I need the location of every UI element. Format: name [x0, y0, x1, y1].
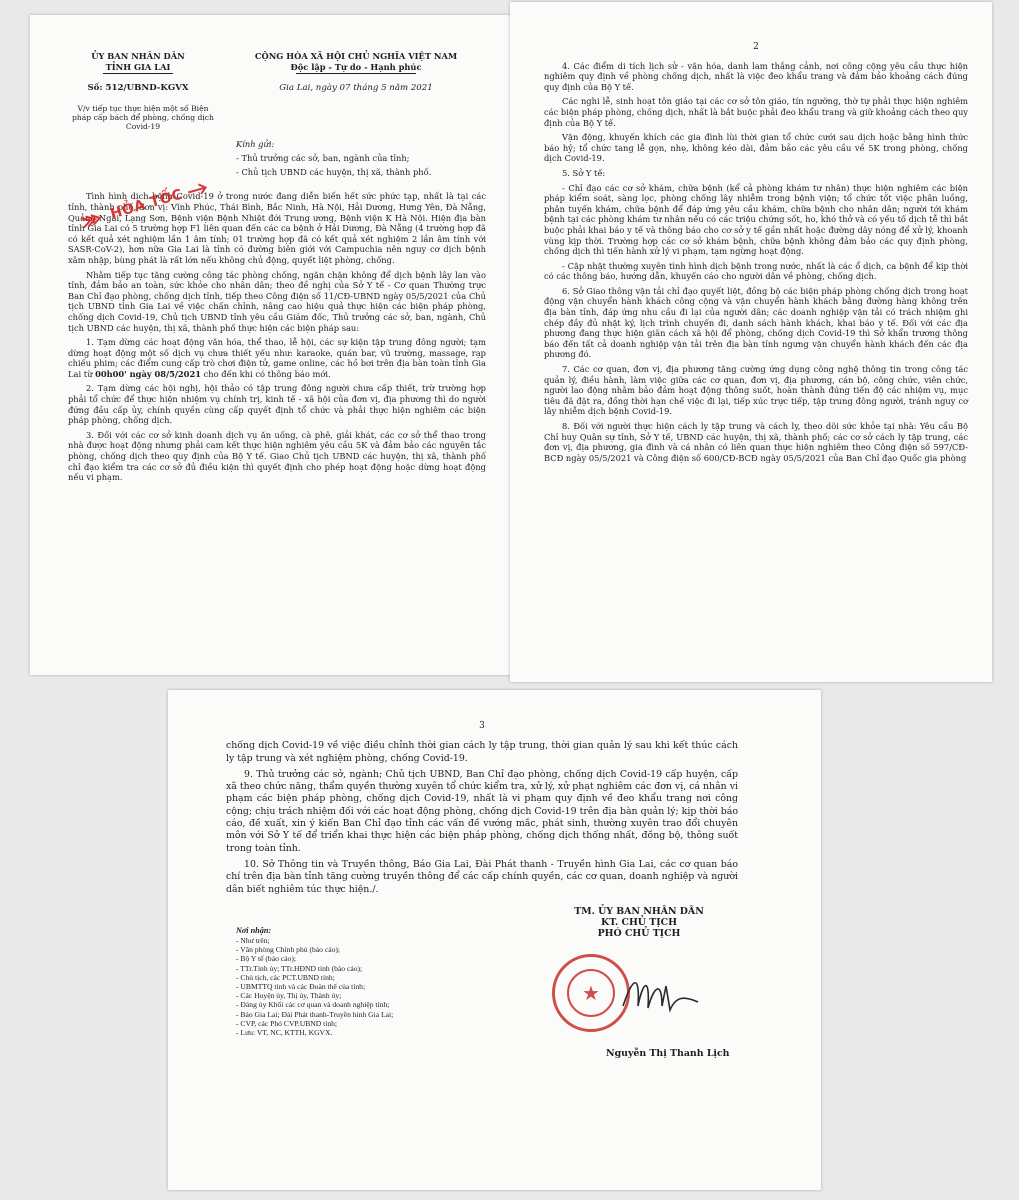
document-page-2 — [510, 2, 992, 682]
page-2-content — [544, 42, 968, 467]
signature-block — [226, 906, 738, 1081]
signer-name: Nguyễn Thị Thanh Lịch — [606, 1047, 730, 1059]
item-5-a: - Chỉ đạo các cơ sở khám, chữa bệnh (kể cả phòng khám tư nhân) thực hiện nghiêm các biện pháp kiểm soát, sàng lọc, phòng chống lây nhiễm trong bệnh viện; tổ chức tốt việc phân luồng, phân tuyến khám, chữa bệnh để đáp ứng yêu cầu khám, chữa bệnh cho nhân dân; người tới khám bệnh tại các phòng khám tư nhân nếu có các triệu chứng sốt, ho, khó thở và có yếu tố dịch tễ thì bắt buộc phải khai báo y tế và thông báo cho cơ sở y tế gần nhất hoặc đường dây nóng để xử lý, khoanh vùng kịp thời. Trường hợp các cơ sở khám bệnh, chữa bệnh không đảm bảo các quy định phòng, chống dịch thì tiến hành xử lý vi phạm, tạm ngừng hoạt động. — [544, 182, 968, 257]
signatory-line-3: PHÓ CHỦ TỊCH — [597, 927, 681, 939]
item-1-tail: cho đến khi có thông báo mới. — [201, 368, 331, 379]
recipient-item: - Lưu: VT, NC, KTTH, KGVX. — [236, 1028, 333, 1038]
item-2: 2. Tạm dừng các hội nghị, hội thảo có tập trung đông người chưa cấp thiết, trừ trường hợp phải tổ chức để thực hiện nhiệm vụ chính trị, kinh tế - xã hội của đơn vị, địa phương thì do người đứng đầu cấp ủy, chính quyền cùng cấp quyết định tổ chức và phải thực hiện nghiêm các biện pháp phòng, chống dịch. — [68, 383, 486, 426]
item-5-heading: 5. Sở Y tế: — [562, 167, 606, 178]
item-5-b: - Cập nhật thường xuyên tình hình dịch bệnh trong nước, nhất là các ổ dịch, ca bệnh để kịp thời có các thông báo, hướng dẫn, khuyến cáo cho người dân về phòng, chống dịch. — [544, 260, 968, 282]
national-motto — [226, 51, 486, 77]
page-number: 2 — [753, 42, 759, 52]
agency-underline — [103, 73, 173, 74]
signatory-line-2: KT. CHỦ TỊCH — [601, 916, 677, 928]
item-4: 4. Các điểm di tích lịch sử - văn hóa, danh lam thắng cảnh, nơi công cộng yêu cầu thực hiện nghiêm quy định về phòng chống dịch, nhất là việc đeo khẩu trang và đảm bảo khoảng cách đúng quy định của Bộ Y tế. — [544, 60, 968, 92]
recipient-item: - Báo Gia Lai; Đài Phát thanh-Truyền hình Gia Lai; — [236, 1009, 394, 1019]
item-1-deadline: 00h00' ngày 08/5/2021 — [95, 368, 202, 379]
item-8-continued: chống dịch Covid-19 về việc điều chỉnh thời gian cách ly tập trung, thời gian quản lý sau khi kết thúc cách ly tập trung và xét nghiệm phòng, chống Covid-19. — [226, 740, 738, 764]
recipient-item: - TTr.Tỉnh ủy; TTr.HĐND tỉnh (báo cáo); — [236, 963, 363, 973]
motto-underline — [296, 73, 416, 74]
handwritten-signature — [618, 966, 708, 1026]
recipient-item: - CVP, các Phó CVP.UBND tỉnh; — [236, 1018, 338, 1028]
page-number: 3 — [479, 721, 485, 731]
item-1-text: 1. Tạm dừng các hoạt động văn hóa, thể thao, lễ hội, các sự kiện tập trung đông người; tạm dừng hoạt động một số dịch vụ chưa thiết yếu như: karaoke, quán bar, vũ trường, massage, rạp chiếu phim; các điểm cung cấp trò chơi điện tử, game online, các hồ bơi trên địa bàn toàn tỉnh Gia Lai từ — [68, 337, 486, 379]
nation-line-1: CỘNG HÒA XÃ HỘI CHỦ NGHĨA VIỆT NAM — [254, 51, 458, 61]
nation-line-2: Độc lập - Tự do - Hạnh phúc — [290, 61, 422, 72]
signatory-title — [544, 906, 734, 939]
recipient-item: - Văn phòng Chính phủ (báo cáo); — [236, 945, 341, 955]
item-10: 10. Sở Thông tin và Truyền thông, Báo Gia Lai, Đài Phát thanh - Truyền hình Gia Lai, các cơ quan báo chí trên địa bàn tỉnh tăng cường truyền thông để các cấp chính quyền, các cơ quan, doanh nghiệp và người dân biết nghiêm túc thực hiện./. — [226, 858, 738, 895]
item-3: 3. Đối với các cơ sở kinh doanh dịch vụ ăn uống, cà phê, giải khát, các cơ sở thể thao trong nhà được hoạt động nhưng phải cam kết thực hiện nghiêm yêu cầu 5K và đảm bảo các nguyên tắc phòng, chống dịch theo quy định của Bộ Y tế. Giao Chủ tịch UBND các huyện, thị xã, thành phố chỉ đạo kiểm tra các cơ sở đủ điều kiện thì quyết định cho phép hoạt động hoặc dừng hoạt động nếu vi phạm. — [68, 429, 486, 483]
signatory-line-1: TM. ỦY BAN NHÂN DÂN — [574, 905, 704, 917]
addressees — [68, 139, 486, 191]
issuing-agency — [68, 51, 208, 77]
recipients-title: Nơi nhận: — [236, 925, 272, 935]
paragraph-directive: Nhằm tiếp tục tăng cường công tác phòng chống, ngăn chặn không để dịch bệnh lây lan vào tỉnh, đảm bảo an toàn, sức khỏe cho nhân dân; theo đề nghị của Sở Y tế - Cơ quan Thường trực Ban Chỉ đạo phòng, chống dịch tỉnh, tiếp theo Công điện số 11/CĐ-UBND ngày 05/5/2021 của Chủ tịch UBND tỉnh Gia Lai về việc chấn chỉnh, nâng cao hiệu quả thực hiện các biện pháp phòng, chống dịch Covid-19, Chủ tịch UBND tỉnh yêu cầu Giám đốc, Thủ trưởng các sở, ban, ngành, Chủ tịch UBND các huyện, thị xã, thành phố thực hiện các biện pháp sau: — [68, 269, 486, 333]
document-header — [68, 51, 486, 77]
document-subject: V/v tiếp tục thực hiện một số Biện pháp cấp bách để phòng, chống dịch Covid-19 — [72, 103, 214, 132]
agency-line-2: TỈNH GIA LAI — [105, 61, 171, 72]
addressee-1: - Thủ trưởng các sở, ban, ngành của tỉnh; — [236, 153, 410, 164]
recipient-item: - Các Huyện ủy, Thị ủy, Thành ủy; — [236, 991, 342, 1001]
paragraph-situation: Tình hình dịch bệnh Covid-19 ở trong nước đang diễn biến hết sức phức tạp, nhất là tại các tỉnh, thành phố, đơn vị: Vĩnh Phúc, Thái Bình, Bắc Ninh, Hà Nội, Hải Dương, Hưng Yên, Đà Nẵng, Quảng Ngãi, Lạng Sơn, Bệnh viện Bệnh Nhiệt đới Trung ương, Bệnh viện K Hà Nội. Hiện địa bàn tỉnh Gia Lai có 5 trường hợp F1 liên quan đến các ca bệnh ở Hải Dương, Đà Nẵng (4 trường hợp đã có kết quả xét nghiệm lần 1 âm tính; 01 trường hợp đã có kết quả xét nghiệm 2 lần âm tính với SASR-CoV-2), hơn nữa Gia Lai là tỉnh có đường biên giới với Campuchia nên nguy cơ dịch bệnh xâm nhập, bùng phát là rất lớn nếu không chủ động, quyết liệt phòng, chống. — [68, 191, 486, 265]
item-4-ceremonies: Vận động, khuyến khích các gia đình lùi thời gian tổ chức cưới sau dịch hoặc bằng hình thức báo hỷ; tổ chức tang lễ gọn, nhẹ, không kéo dài, đảm bảo các yêu cầu về 5K trong phòng, chống dịch Covid-19. — [544, 132, 968, 164]
item-4-religion: Các nghi lễ, sinh hoạt tôn giáo tại các cơ sở tôn giáo, tín ngưỡng, thờ tự phải thực hiện nghiêm các biện pháp phòng, chống dịch, nhất là bắt buộc phải đeo khẩu trang và giữ khoảng cách theo quy định của Bộ Y tế. — [544, 96, 968, 128]
page-3-content — [226, 720, 738, 1081]
page-1-content — [68, 51, 486, 487]
recipient-item: - Chủ tịch, các PCT.UBND tỉnh; — [236, 972, 335, 982]
urgent-stamp-text: HỎA TỐC — [108, 186, 185, 223]
item-6: 6. Sở Giao thông vận tải chỉ đạo quyết liệt, đồng bộ các biện pháp phòng chống dịch trong hoạt động vận chuyển hành khách công cộng và vận chuyển hành khách bằng đường hàng không trên địa bàn tỉnh, đáp ứng nhu cầu đi lại của người dân; các doanh nghiệp vận tải có trách nhiệm ghi chép đầy đủ nhật ký, lịch trình chuyến đi, danh sách hành khách, khai báo y tế. Đối với các địa phương đang thực hiện giãn cách xã hội để phòng, chống dịch Covid-19 thì Sở khẩn trương thông báo đến tất cả doanh nghiệp vận tải trên địa bàn tỉnh ngưng vận chuyển hành khách đến các địa phương đó. — [544, 285, 968, 360]
seal-star-icon: ★ — [567, 969, 615, 1017]
document-date: Gia Lai, ngày 07 tháng 5 năm 2021 — [279, 83, 433, 94]
recipients-list — [236, 926, 393, 1037]
kinh-gui-label: Kính gửi: — [236, 139, 275, 150]
agency-line-1: ỦY BAN NHÂN DÂN — [91, 51, 185, 61]
recipient-item: - Đảng ủy Khối các cơ quan và doanh nghiệp tỉnh; — [236, 1000, 390, 1010]
item-8: 8. Đối với người thực hiện cách ly tập trung và cách ly, theo dõi sức khỏe tại nhà: Yêu cầu Bộ Chỉ huy Quân sự tỉnh, Sở Y tế, UBND các huyện, thị xã, thành phố; các cơ sở cách ly tập trung, các đơn vị, địa phương, gia đình và cá nhân có liên quan thực hiện nghiêm theo Công điện số 597/CĐ-BCĐ ngày 05/5/2021 và Công điện số 600/CĐ-BCĐ ngày 05/5/2021 của Ban Chỉ đạo Quốc gia phòng — [544, 421, 968, 463]
document-page-3 — [168, 690, 821, 1190]
recipient-item: - UBMTTQ tỉnh và các Đoàn thể của tỉnh; — [236, 982, 366, 992]
recipient-item: - Như trên; — [236, 936, 270, 946]
document-number: Số: 512/UBND-KGVX — [87, 83, 189, 94]
number-date-row — [68, 83, 486, 94]
document-page-1 — [30, 15, 515, 675]
recipient-item: - Bộ Y tế (báo cáo); — [236, 954, 296, 964]
item-7: 7. Các cơ quan, đơn vị, địa phương tăng cường ứng dụng công nghệ thông tin trong công tác quản lý, điều hành, làm việc giữa các cơ quan, đơn vị, địa phương, cán bộ, công chức, viên chức, người lao động nhằm bảo đảm hoạt động thông suốt, hoàn thành đúng tiến độ các nhiệm vụ, mục tiêu đã đặt ra, đồng thời hạn chế việc đi lại, tiếp xúc trực tiếp, tập trung đông người, tránh nguy cơ lây nhiễm dịch bệnh Covid-19. — [544, 364, 968, 417]
item-1 — [68, 337, 486, 379]
addressee-2: - Chủ tịch UBND các huyện, thị xã, thành phố. — [236, 167, 432, 178]
item-9: 9. Thủ trưởng các sở, ngành; Chủ tịch UBND, Ban Chỉ đạo phòng, chống dịch Covid-19 cấp huyện, cấp xã theo chức năng, thẩm quyền thường xuyên tổ chức kiểm tra, xử lý, xử phạt nghiêm các đơn vị, cá nhân vi phạm các biện pháp phòng, chống dịch Covid-19, nhất là vi phạm quy định về đeo khẩu trang nơi công cộng; chịu trách nhiệm đối với các hoạt động phòng, chống dịch Covid-19 trên địa bàn quản lý; kịp thời báo cáo, đề xuất, xin ý kiến Ban Chỉ đạo tỉnh các vấn đề vướng mắc, phát sinh, thường xuyên trao đổi chuyên môn với Sở Y tế để triển khai thực hiện các biện pháp phòng, chống dịch thống nhất, đồng bộ, thông suốt trong toàn tỉnh. — [226, 768, 738, 854]
